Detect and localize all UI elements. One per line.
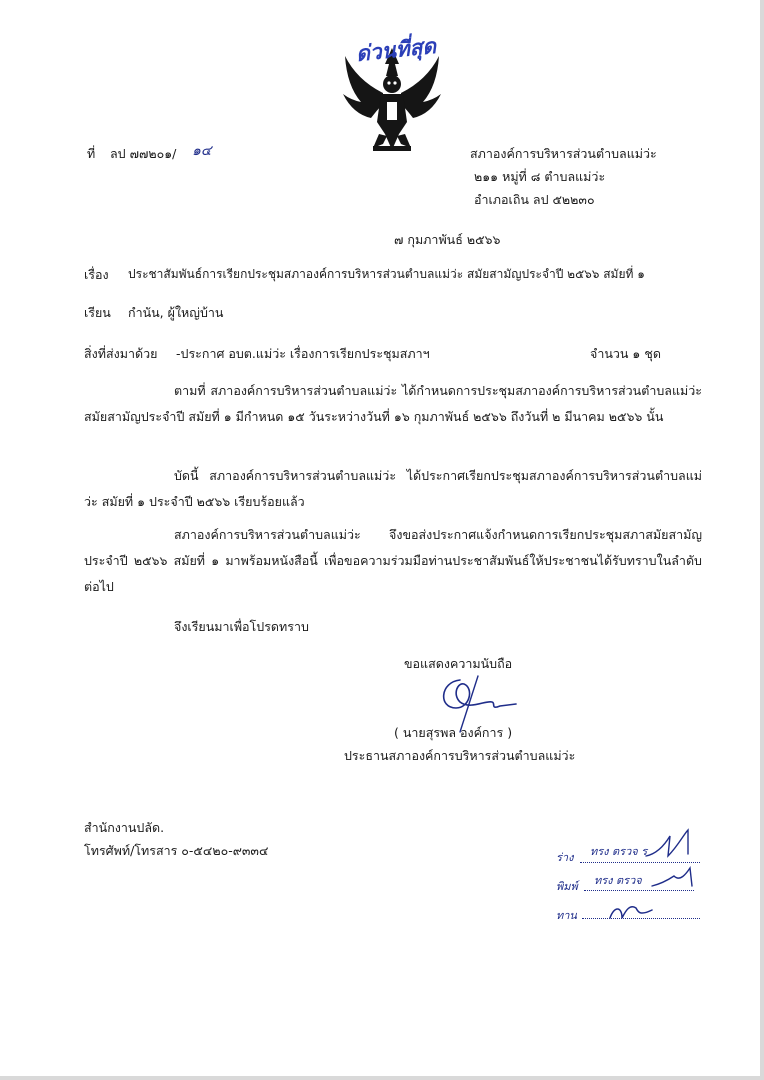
routing-draft-note: ทรง ตรวจ ร — [590, 845, 648, 858]
doc-number-label: ที่ — [87, 146, 96, 161]
routing-type-label: พิมพ์ — [556, 880, 578, 893]
letter-date: ๗ กุมภาพันธ์ ๒๕๖๖ — [394, 232, 501, 247]
recipient-text: กำนัน, ผู้ใหญ่บ้าน — [128, 305, 224, 320]
enclosure-quantity: จำนวน ๑ ชุด — [590, 346, 661, 361]
signatory-name: ( นายสุรพล องค์การ ) — [394, 725, 513, 740]
doc-number-value: ลป ๗๗๒๐๑/ — [110, 146, 177, 161]
page-edge-bottom — [0, 1076, 764, 1080]
subject-label: เรื่อง — [84, 267, 109, 282]
recipient-label: เรียน — [84, 305, 111, 320]
page-edge-right — [760, 0, 764, 1080]
body-paragraph-1: ตามที่ สภาองค์การบริหารส่วนตำบลแม่ว่ะ ได้กำหนดการประชุมสภาองค์การบริหารส่วนตำบลแม่ว่ะ สมัยสามัญประจำปี สมัยที่ ๑ มีกำหนด ๑๕ วันระหว่างวันที่ ๑๖ กุมภาพันธ์ ๒๕๖๖ ถึงวันที่ ๒ มีนาคม ๒๕๖๖ นั้น — [84, 383, 702, 424]
routing-type-initials — [650, 862, 700, 895]
routing-draft-label: ร่าง — [556, 851, 574, 864]
footer-office: สำนักงานปลัด. — [84, 820, 165, 835]
routing-draft-initials — [644, 826, 704, 865]
body-paragraph-2: บัดนี้ สภาองค์การบริหารส่วนตำบลแม่ว่ะ ได้ประกาศเรียกประชุมสภาองค์การบริหารส่วนตำบลแม่ว่ะ สมัยที่ ๑ ประจำปี ๒๕๖๖ เรียบร้อยแล้ว — [84, 468, 702, 509]
body-paragraph-4: จึงเรียนมาเพื่อโปรดทราบ — [174, 619, 309, 634]
org-name: สภาองค์การบริหารส่วนตำบลแม่ว่ะ — [470, 146, 657, 161]
subject-text: ประชาสัมพันธ์การเรียกประชุมสภาองค์การบริหารส่วนตำบลแม่ว่ะ สมัยสามัญประจำปี ๒๕๖๖ สมัยที่ ๑ — [128, 267, 645, 281]
routing-type-note: ทรง ตรวจ — [594, 874, 642, 887]
enclosure-label: สิ่งที่ส่งมาด้วย — [84, 346, 158, 361]
footer-phone: โทรศัพท์/โทรสาร ๐-๕๔๒๐-๙๓๓๔ — [84, 843, 269, 858]
routing-proof-label: ทาน — [556, 909, 577, 922]
doc-number-handwritten: ๑๔ — [192, 143, 212, 159]
closing-regards: ขอแสดงความนับถือ — [404, 656, 513, 671]
org-district: อำเภอเถิน ลป ๕๒๒๓๐ — [474, 192, 595, 207]
signatory-position: ประธานสภาองค์การบริหารส่วนตำบลแม่ว่ะ — [344, 748, 576, 763]
enclosure-text: -ประกาศ อบต.แม่ว่ะ เรื่องการเรียกประชุมสภาฯ — [176, 346, 430, 361]
routing-proof-initials — [608, 896, 654, 929]
body-paragraph-3: สภาองค์การบริหารส่วนตำบลแม่ว่ะ จึงขอส่งประกาศแจ้งกำหนดการเรียกประชุมสภาสมัยสามัญประจำปี ๒๕๖๖ สมัยที่ ๑ มาพร้อมหนังสือนี้ เพื่อขอความร่วมมือท่านประชาสัมพันธ์ให้ประชาชนได้รับทราบในลำดับต่อไป — [84, 527, 702, 594]
priority-stamp: ด่วนที่สุด — [354, 32, 438, 67]
org-address: ๒๑๑ หมู่ที่ ๘ ตำบลแม่ว่ะ — [474, 169, 606, 184]
